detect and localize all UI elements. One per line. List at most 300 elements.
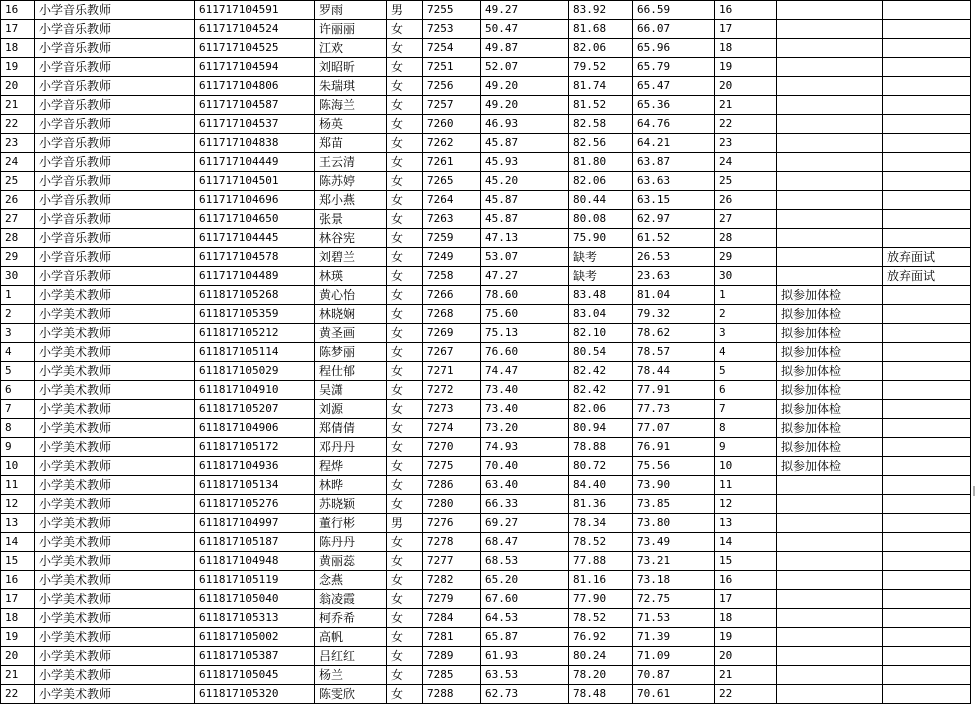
cell-physical-exam[interactable]: 拟参加体检	[777, 343, 883, 362]
cell-exam-id[interactable]: 611717104696	[195, 191, 315, 210]
cell-gender[interactable]: 女	[387, 438, 423, 457]
cell-total-score[interactable]: 76.91	[633, 438, 715, 457]
cell-interview-score[interactable]: 79.52	[569, 58, 633, 77]
cell-physical-exam[interactable]: 拟参加体检	[777, 381, 883, 400]
cell-rank[interactable]: 3	[715, 324, 777, 343]
cell-index[interactable]: 13	[1, 514, 35, 533]
cell-interview-score[interactable]: 80.08	[569, 210, 633, 229]
cell-remark[interactable]	[883, 39, 971, 58]
cell-written-score[interactable]: 49.20	[481, 96, 569, 115]
cell-written-score[interactable]: 73.40	[481, 400, 569, 419]
cell-rank[interactable]: 10	[715, 457, 777, 476]
cell-total-score[interactable]: 73.80	[633, 514, 715, 533]
cell-interview-score[interactable]: 81.52	[569, 96, 633, 115]
cell-rank[interactable]: 30	[715, 267, 777, 286]
cell-written-score[interactable]: 68.53	[481, 552, 569, 571]
cell-remark[interactable]	[883, 115, 971, 134]
cell-remark[interactable]	[883, 324, 971, 343]
cell-gender[interactable]: 女	[387, 210, 423, 229]
cell-interview-no[interactable]: 7267	[423, 343, 481, 362]
cell-exam-id[interactable]: 611717104525	[195, 39, 315, 58]
cell-rank[interactable]: 22	[715, 685, 777, 704]
cell-remark[interactable]	[883, 286, 971, 305]
cell-name[interactable]: 刘碧兰	[315, 248, 387, 267]
cell-physical-exam[interactable]	[777, 153, 883, 172]
cell-interview-score[interactable]: 81.36	[569, 495, 633, 514]
cell-written-score[interactable]: 65.87	[481, 628, 569, 647]
cell-total-score[interactable]: 65.96	[633, 39, 715, 58]
cell-index[interactable]: 3	[1, 324, 35, 343]
cell-exam-id[interactable]: 611817105002	[195, 628, 315, 647]
cell-rank[interactable]: 18	[715, 39, 777, 58]
cell-physical-exam[interactable]	[777, 248, 883, 267]
cell-physical-exam[interactable]	[777, 495, 883, 514]
cell-interview-score[interactable]: 80.54	[569, 343, 633, 362]
cell-position[interactable]: 小学美术教师	[35, 305, 195, 324]
cell-physical-exam[interactable]: 拟参加体检	[777, 419, 883, 438]
cell-name[interactable]: 柯乔希	[315, 609, 387, 628]
cell-name[interactable]: 高帆	[315, 628, 387, 647]
cell-interview-no[interactable]: 7272	[423, 381, 481, 400]
cell-exam-id[interactable]: 611717104445	[195, 229, 315, 248]
cell-gender[interactable]: 女	[387, 343, 423, 362]
cell-total-score[interactable]: 71.09	[633, 647, 715, 666]
cell-interview-no[interactable]: 7273	[423, 400, 481, 419]
cell-index[interactable]: 10	[1, 457, 35, 476]
cell-gender[interactable]: 女	[387, 172, 423, 191]
cell-gender[interactable]: 女	[387, 191, 423, 210]
cell-index[interactable]: 23	[1, 134, 35, 153]
cell-interview-no[interactable]: 7271	[423, 362, 481, 381]
cell-position[interactable]: 小学美术教师	[35, 609, 195, 628]
cell-written-score[interactable]: 45.93	[481, 153, 569, 172]
cell-interview-no[interactable]: 7279	[423, 590, 481, 609]
cell-index[interactable]: 27	[1, 210, 35, 229]
cell-index[interactable]: 8	[1, 419, 35, 438]
cell-interview-no[interactable]: 7253	[423, 20, 481, 39]
cell-written-score[interactable]: 67.60	[481, 590, 569, 609]
cell-position[interactable]: 小学音乐教师	[35, 115, 195, 134]
cell-physical-exam[interactable]	[777, 628, 883, 647]
cell-written-score[interactable]: 74.93	[481, 438, 569, 457]
cell-total-score[interactable]: 65.36	[633, 96, 715, 115]
cell-exam-id[interactable]: 611817105387	[195, 647, 315, 666]
cell-interview-score[interactable]: 82.56	[569, 134, 633, 153]
cell-position[interactable]: 小学美术教师	[35, 685, 195, 704]
cell-interview-no[interactable]: 7264	[423, 191, 481, 210]
cell-interview-no[interactable]: 7258	[423, 267, 481, 286]
cell-rank[interactable]: 19	[715, 58, 777, 77]
cell-exam-id[interactable]: 611817105313	[195, 609, 315, 628]
cell-total-score[interactable]: 62.97	[633, 210, 715, 229]
cell-interview-no[interactable]: 7254	[423, 39, 481, 58]
cell-gender[interactable]: 男	[387, 1, 423, 20]
cell-rank[interactable]: 16	[715, 1, 777, 20]
cell-index[interactable]: 21	[1, 96, 35, 115]
cell-position[interactable]: 小学音乐教师	[35, 96, 195, 115]
cell-exam-id[interactable]: 611817105119	[195, 571, 315, 590]
cell-exam-id[interactable]: 611817104997	[195, 514, 315, 533]
cell-gender[interactable]: 女	[387, 552, 423, 571]
cell-rank[interactable]: 5	[715, 362, 777, 381]
cell-total-score[interactable]: 64.21	[633, 134, 715, 153]
cell-total-score[interactable]: 70.61	[633, 685, 715, 704]
cell-name[interactable]: 吴潇	[315, 381, 387, 400]
cell-total-score[interactable]: 78.44	[633, 362, 715, 381]
cell-remark[interactable]	[883, 438, 971, 457]
cell-total-score[interactable]: 26.53	[633, 248, 715, 267]
cell-remark[interactable]	[883, 210, 971, 229]
cell-interview-score[interactable]: 82.06	[569, 400, 633, 419]
cell-exam-id[interactable]: 611717104806	[195, 77, 315, 96]
cell-written-score[interactable]: 73.40	[481, 381, 569, 400]
cell-index[interactable]: 2	[1, 305, 35, 324]
cell-name[interactable]: 郑倩倩	[315, 419, 387, 438]
cell-written-score[interactable]: 45.87	[481, 134, 569, 153]
cell-gender[interactable]: 女	[387, 77, 423, 96]
cell-position[interactable]: 小学音乐教师	[35, 58, 195, 77]
cell-index[interactable]: 4	[1, 343, 35, 362]
cell-interview-no[interactable]: 7276	[423, 514, 481, 533]
cell-physical-exam[interactable]	[777, 191, 883, 210]
cell-total-score[interactable]: 78.57	[633, 343, 715, 362]
cell-interview-score[interactable]: 缺考	[569, 248, 633, 267]
cell-position[interactable]: 小学音乐教师	[35, 134, 195, 153]
cell-gender[interactable]: 女	[387, 20, 423, 39]
cell-name[interactable]: 林晓娴	[315, 305, 387, 324]
cell-rank[interactable]: 20	[715, 77, 777, 96]
cell-position[interactable]: 小学美术教师	[35, 628, 195, 647]
cell-remark[interactable]	[883, 305, 971, 324]
cell-total-score[interactable]: 70.87	[633, 666, 715, 685]
cell-position[interactable]: 小学美术教师	[35, 476, 195, 495]
cell-rank[interactable]: 7	[715, 400, 777, 419]
cell-gender[interactable]: 女	[387, 647, 423, 666]
cell-rank[interactable]: 24	[715, 153, 777, 172]
cell-position[interactable]: 小学美术教师	[35, 324, 195, 343]
cell-remark[interactable]	[883, 495, 971, 514]
cell-exam-id[interactable]: 611717104578	[195, 248, 315, 267]
cell-total-score[interactable]: 81.04	[633, 286, 715, 305]
cell-exam-id[interactable]: 611817104910	[195, 381, 315, 400]
cell-interview-no[interactable]: 7266	[423, 286, 481, 305]
cell-gender[interactable]: 女	[387, 305, 423, 324]
cell-interview-no[interactable]: 7265	[423, 172, 481, 191]
cell-physical-exam[interactable]	[777, 533, 883, 552]
cell-gender[interactable]: 女	[387, 229, 423, 248]
cell-interview-no[interactable]: 7251	[423, 58, 481, 77]
cell-remark[interactable]	[883, 628, 971, 647]
cell-written-score[interactable]: 66.33	[481, 495, 569, 514]
cell-written-score[interactable]: 52.07	[481, 58, 569, 77]
cell-physical-exam[interactable]	[777, 210, 883, 229]
cell-written-score[interactable]: 63.53	[481, 666, 569, 685]
cell-name[interactable]: 苏晓颖	[315, 495, 387, 514]
cell-physical-exam[interactable]	[777, 647, 883, 666]
cell-position[interactable]: 小学美术教师	[35, 647, 195, 666]
cell-written-score[interactable]: 45.87	[481, 210, 569, 229]
cell-index[interactable]: 26	[1, 191, 35, 210]
cell-written-score[interactable]: 64.53	[481, 609, 569, 628]
cell-exam-id[interactable]: 611817105114	[195, 343, 315, 362]
cell-exam-id[interactable]: 611817105268	[195, 286, 315, 305]
cell-index[interactable]: 7	[1, 400, 35, 419]
cell-interview-no[interactable]: 7270	[423, 438, 481, 457]
cell-remark[interactable]	[883, 381, 971, 400]
cell-written-score[interactable]: 74.47	[481, 362, 569, 381]
cell-rank[interactable]: 26	[715, 191, 777, 210]
cell-interview-no[interactable]: 7268	[423, 305, 481, 324]
cell-position[interactable]: 小学音乐教师	[35, 153, 195, 172]
cell-index[interactable]: 24	[1, 153, 35, 172]
cell-name[interactable]: 念燕	[315, 571, 387, 590]
cell-exam-id[interactable]: 611817104948	[195, 552, 315, 571]
cell-gender[interactable]: 女	[387, 58, 423, 77]
cell-remark[interactable]	[883, 666, 971, 685]
cell-remark[interactable]	[883, 96, 971, 115]
cell-interview-score[interactable]: 75.90	[569, 229, 633, 248]
cell-interview-no[interactable]: 7284	[423, 609, 481, 628]
cell-interview-score[interactable]: 80.44	[569, 191, 633, 210]
cell-remark[interactable]	[883, 343, 971, 362]
cell-rank[interactable]: 28	[715, 229, 777, 248]
cell-physical-exam[interactable]: 拟参加体检	[777, 305, 883, 324]
cell-rank[interactable]: 21	[715, 96, 777, 115]
cell-physical-exam[interactable]	[777, 476, 883, 495]
cell-gender[interactable]: 女	[387, 419, 423, 438]
cell-rank[interactable]: 6	[715, 381, 777, 400]
cell-position[interactable]: 小学美术教师	[35, 457, 195, 476]
cell-interview-score[interactable]: 83.48	[569, 286, 633, 305]
cell-name[interactable]: 程烨	[315, 457, 387, 476]
cell-total-score[interactable]: 73.18	[633, 571, 715, 590]
cell-index[interactable]: 22	[1, 115, 35, 134]
cell-interview-score[interactable]: 77.88	[569, 552, 633, 571]
cell-total-score[interactable]: 78.62	[633, 324, 715, 343]
cell-physical-exam[interactable]	[777, 115, 883, 134]
cell-interview-score[interactable]: 82.06	[569, 172, 633, 191]
cell-name[interactable]: 江欢	[315, 39, 387, 58]
cell-rank[interactable]: 17	[715, 590, 777, 609]
cell-position[interactable]: 小学美术教师	[35, 381, 195, 400]
cell-written-score[interactable]: 45.87	[481, 191, 569, 210]
cell-interview-no[interactable]: 7282	[423, 571, 481, 590]
cell-exam-id[interactable]: 611817105187	[195, 533, 315, 552]
cell-total-score[interactable]: 65.47	[633, 77, 715, 96]
cell-name[interactable]: 陈丹丹	[315, 533, 387, 552]
cell-rank[interactable]: 29	[715, 248, 777, 267]
cell-interview-no[interactable]: 7269	[423, 324, 481, 343]
cell-gender[interactable]: 女	[387, 533, 423, 552]
cell-name[interactable]: 朱瑞琪	[315, 77, 387, 96]
cell-total-score[interactable]: 77.91	[633, 381, 715, 400]
cell-physical-exam[interactable]: 拟参加体检	[777, 457, 883, 476]
cell-rank[interactable]: 9	[715, 438, 777, 457]
cell-physical-exam[interactable]	[777, 267, 883, 286]
cell-name[interactable]: 林谷宪	[315, 229, 387, 248]
cell-total-score[interactable]: 72.75	[633, 590, 715, 609]
cell-gender[interactable]: 女	[387, 495, 423, 514]
cell-exam-id[interactable]: 611717104838	[195, 134, 315, 153]
cell-gender[interactable]: 女	[387, 628, 423, 647]
cell-written-score[interactable]: 49.87	[481, 39, 569, 58]
cell-interview-score[interactable]: 80.24	[569, 647, 633, 666]
cell-written-score[interactable]: 75.60	[481, 305, 569, 324]
cell-remark[interactable]	[883, 514, 971, 533]
cell-total-score[interactable]: 23.63	[633, 267, 715, 286]
cell-interview-score[interactable]: 76.92	[569, 628, 633, 647]
cell-total-score[interactable]: 73.90	[633, 476, 715, 495]
cell-physical-exam[interactable]	[777, 571, 883, 590]
cell-index[interactable]: 5	[1, 362, 35, 381]
cell-interview-score[interactable]: 83.92	[569, 1, 633, 20]
cell-exam-id[interactable]: 611817105212	[195, 324, 315, 343]
cell-exam-id[interactable]: 611717104524	[195, 20, 315, 39]
cell-remark[interactable]	[883, 172, 971, 191]
cell-remark[interactable]	[883, 590, 971, 609]
cell-name[interactable]: 林晔	[315, 476, 387, 495]
cell-index[interactable]: 14	[1, 533, 35, 552]
cell-name[interactable]: 黄心怡	[315, 286, 387, 305]
cell-physical-exam[interactable]: 拟参加体检	[777, 324, 883, 343]
cell-exam-id[interactable]: 611817104936	[195, 457, 315, 476]
cell-gender[interactable]: 女	[387, 248, 423, 267]
cell-exam-id[interactable]: 611717104449	[195, 153, 315, 172]
cell-name[interactable]: 邓丹丹	[315, 438, 387, 457]
cell-written-score[interactable]: 49.20	[481, 77, 569, 96]
cell-remark[interactable]	[883, 571, 971, 590]
cell-name[interactable]: 杨兰	[315, 666, 387, 685]
cell-gender[interactable]: 女	[387, 96, 423, 115]
cell-total-score[interactable]: 61.52	[633, 229, 715, 248]
cell-position[interactable]: 小学美术教师	[35, 666, 195, 685]
cell-physical-exam[interactable]	[777, 552, 883, 571]
cell-index[interactable]: 17	[1, 20, 35, 39]
cell-gender[interactable]: 女	[387, 590, 423, 609]
cell-physical-exam[interactable]: 拟参加体检	[777, 400, 883, 419]
cell-remark[interactable]	[883, 609, 971, 628]
cell-index[interactable]: 22	[1, 685, 35, 704]
cell-position[interactable]: 小学美术教师	[35, 571, 195, 590]
cell-name[interactable]: 董行彬	[315, 514, 387, 533]
cell-exam-id[interactable]: 611817105320	[195, 685, 315, 704]
cell-written-score[interactable]: 47.27	[481, 267, 569, 286]
cell-total-score[interactable]: 64.76	[633, 115, 715, 134]
cell-name[interactable]: 刘昭昕	[315, 58, 387, 77]
cell-exam-id[interactable]: 611817105045	[195, 666, 315, 685]
cell-rank[interactable]: 11	[715, 476, 777, 495]
cell-written-score[interactable]: 63.40	[481, 476, 569, 495]
cell-name[interactable]: 程仕郁	[315, 362, 387, 381]
cell-position[interactable]: 小学美术教师	[35, 552, 195, 571]
cell-index[interactable]: 18	[1, 609, 35, 628]
cell-exam-id[interactable]: 611817105207	[195, 400, 315, 419]
cell-position[interactable]: 小学美术教师	[35, 590, 195, 609]
cell-position[interactable]: 小学音乐教师	[35, 39, 195, 58]
cell-interview-no[interactable]: 7257	[423, 96, 481, 115]
cell-index[interactable]: 21	[1, 666, 35, 685]
cell-gender[interactable]: 女	[387, 267, 423, 286]
cell-name[interactable]: 林瑛	[315, 267, 387, 286]
cell-written-score[interactable]: 62.73	[481, 685, 569, 704]
cell-index[interactable]: 11	[1, 476, 35, 495]
cell-position[interactable]: 小学美术教师	[35, 362, 195, 381]
cell-name[interactable]: 杨英	[315, 115, 387, 134]
cell-gender[interactable]: 女	[387, 153, 423, 172]
cell-physical-exam[interactable]	[777, 77, 883, 96]
cell-gender[interactable]: 女	[387, 457, 423, 476]
cell-interview-no[interactable]: 7281	[423, 628, 481, 647]
cell-position[interactable]: 小学音乐教师	[35, 191, 195, 210]
cell-remark[interactable]	[883, 647, 971, 666]
cell-gender[interactable]: 女	[387, 324, 423, 343]
cell-remark[interactable]	[883, 400, 971, 419]
cell-interview-no[interactable]: 7249	[423, 248, 481, 267]
cell-interview-score[interactable]: 78.52	[569, 609, 633, 628]
cell-name[interactable]: 王云清	[315, 153, 387, 172]
cell-position[interactable]: 小学音乐教师	[35, 248, 195, 267]
cell-physical-exam[interactable]	[777, 20, 883, 39]
cell-position[interactable]: 小学音乐教师	[35, 77, 195, 96]
cell-interview-no[interactable]: 7289	[423, 647, 481, 666]
cell-physical-exam[interactable]: 拟参加体检	[777, 438, 883, 457]
cell-gender[interactable]: 女	[387, 476, 423, 495]
cell-interview-no[interactable]: 7277	[423, 552, 481, 571]
cell-interview-score[interactable]: 84.40	[569, 476, 633, 495]
cell-exam-id[interactable]: 611817105134	[195, 476, 315, 495]
cell-remark[interactable]	[883, 134, 971, 153]
cell-total-score[interactable]: 73.49	[633, 533, 715, 552]
cell-index[interactable]: 6	[1, 381, 35, 400]
cell-written-score[interactable]: 68.47	[481, 533, 569, 552]
cell-written-score[interactable]: 50.47	[481, 20, 569, 39]
cell-written-score[interactable]: 49.27	[481, 1, 569, 20]
cell-physical-exam[interactable]: 拟参加体检	[777, 286, 883, 305]
cell-physical-exam[interactable]	[777, 229, 883, 248]
cell-written-score[interactable]: 69.27	[481, 514, 569, 533]
cell-gender[interactable]: 女	[387, 39, 423, 58]
cell-total-score[interactable]: 73.21	[633, 552, 715, 571]
cell-remark[interactable]	[883, 685, 971, 704]
cell-name[interactable]: 刘源	[315, 400, 387, 419]
cell-name[interactable]: 吕红红	[315, 647, 387, 666]
cell-rank[interactable]: 12	[715, 495, 777, 514]
cell-rank[interactable]: 22	[715, 115, 777, 134]
cell-name[interactable]: 陈海兰	[315, 96, 387, 115]
cell-remark[interactable]	[883, 457, 971, 476]
cell-physical-exam[interactable]	[777, 609, 883, 628]
cell-interview-score[interactable]: 78.48	[569, 685, 633, 704]
cell-interview-score[interactable]: 81.80	[569, 153, 633, 172]
cell-index[interactable]: 1	[1, 286, 35, 305]
cell-gender[interactable]: 女	[387, 362, 423, 381]
cell-interview-no[interactable]: 7278	[423, 533, 481, 552]
cell-total-score[interactable]: 63.15	[633, 191, 715, 210]
cell-exam-id[interactable]: 611717104587	[195, 96, 315, 115]
cell-rank[interactable]: 14	[715, 533, 777, 552]
cell-name[interactable]: 陈梦丽	[315, 343, 387, 362]
cell-index[interactable]: 16	[1, 571, 35, 590]
cell-rank[interactable]: 16	[715, 571, 777, 590]
cell-total-score[interactable]: 79.32	[633, 305, 715, 324]
cell-position[interactable]: 小学音乐教师	[35, 267, 195, 286]
cell-total-score[interactable]: 63.63	[633, 172, 715, 191]
cell-total-score[interactable]: 66.59	[633, 1, 715, 20]
cell-interview-score[interactable]: 78.88	[569, 438, 633, 457]
cell-rank[interactable]: 2	[715, 305, 777, 324]
cell-gender[interactable]: 女	[387, 115, 423, 134]
cell-remark[interactable]: 放弃面试	[883, 248, 971, 267]
